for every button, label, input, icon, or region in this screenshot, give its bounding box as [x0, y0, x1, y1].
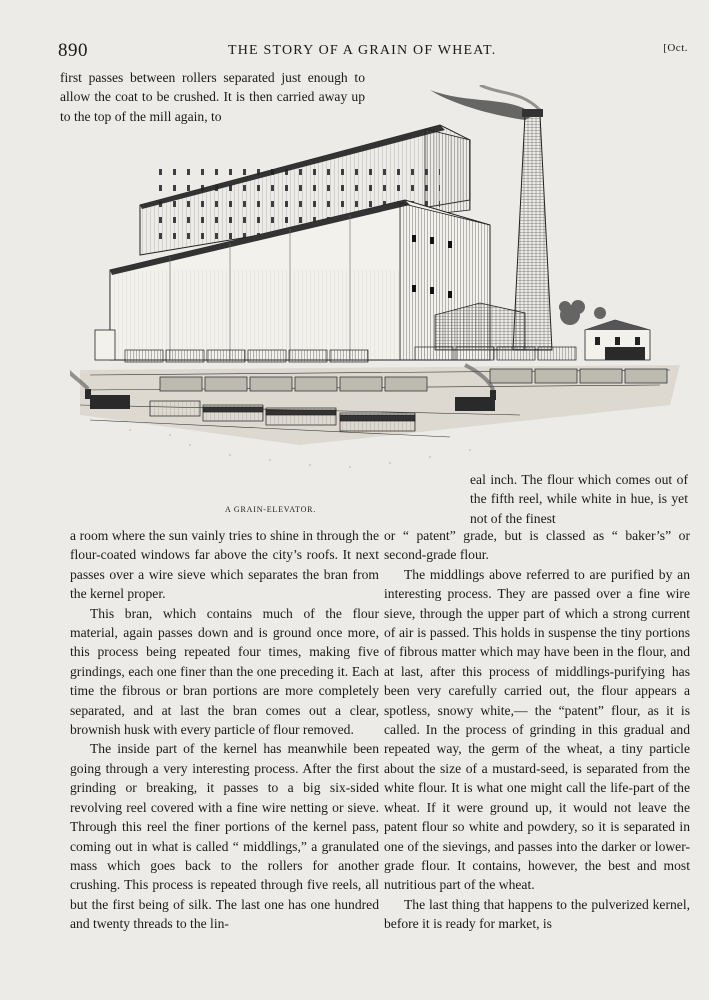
right-column — [384, 526, 690, 934]
page-header — [58, 40, 688, 66]
running-title: THE STORY OF A GRAIN OF WHEAT. — [228, 43, 497, 58]
left-paragraph-1: a room where the sun vainly tries to shine in through the flour-coated windows far above the city’s roofs. It next passes over a wire sieve which separates the bran from the kernel proper. — [70, 528, 379, 602]
right-paragraph-1: or “ patent” grade, but is classed as “ baker’s” or second-grade flour. — [384, 528, 690, 563]
right-paragraph-3: The last thing that happens to the pulverized kernel, before it is ready for market, is — [384, 896, 690, 932]
left-paragraph-3: The inside part of the kernel has meanwhile been going through a very interesting process. After the first grinding or breaking, it passes to a big six-sided revolving reel covered with a fine wire netting or sieve. Through this reel the finer portions of the kernel pass, coming out in what is called “ middlings,” a granulated mass which goes back to the rollers for another crushing. This process is repeated through five reels, all but the first being of silk. The last one has one hundred and twenty threads to the lin- — [70, 741, 379, 932]
right-paragraph-2: The middlings above referred to are purified by an interesting process. They are passed over a fine wire sieve, through the upper part of which a strong current of air is passed. This holds in suspense the tiny portions of fibrous matter which may have been in the flour, and at last, after this process of middlings-purifying has been very carefully carried out, the flour appears a spotless, snowy white,— the “patent” flour, as it is called. In the process of grinding in this gradual and repeated way, the germ of the wheat, a tiny particle about the size of a mustard-seed, is separated from the white flour. It is what one might call the life-part of the wheat. If it were ground up, it would not leave the patent flour so white and powdery, so it is separated in one of the sievings, and passes into the darker or lower-grade flour. It contains, however, the best and most nutritious part of the wheat. — [384, 566, 690, 893]
grain-elevator-illustration — [70, 85, 680, 505]
right-top-text-block — [470, 470, 688, 528]
right-top-paragraph: eal inch. The flour which comes out of the fifth reel, while white in hue, is yet not of the finest — [470, 472, 688, 526]
left-paragraph-2: This bran, which contains much of the flour material, again passes down and is ground once more, this process being repeated four times, making five grindings, each one finer than the one preceding it. Each time the fibrous or bran portions are more completely separated, and at last the bran comes out a clear, brownish husk with every particle of flour removed. — [70, 605, 379, 738]
left-column — [70, 526, 379, 934]
top-paragraph: first passes between rollers separated just enough to allow the coat to be crushed. It is then carried away up to the top of the mill again, to — [60, 70, 365, 124]
issue-month: [Oct. — [663, 42, 688, 54]
figure-caption: A GRAIN-ELEVATOR. — [225, 505, 317, 514]
page-number: 890 — [58, 40, 88, 61]
